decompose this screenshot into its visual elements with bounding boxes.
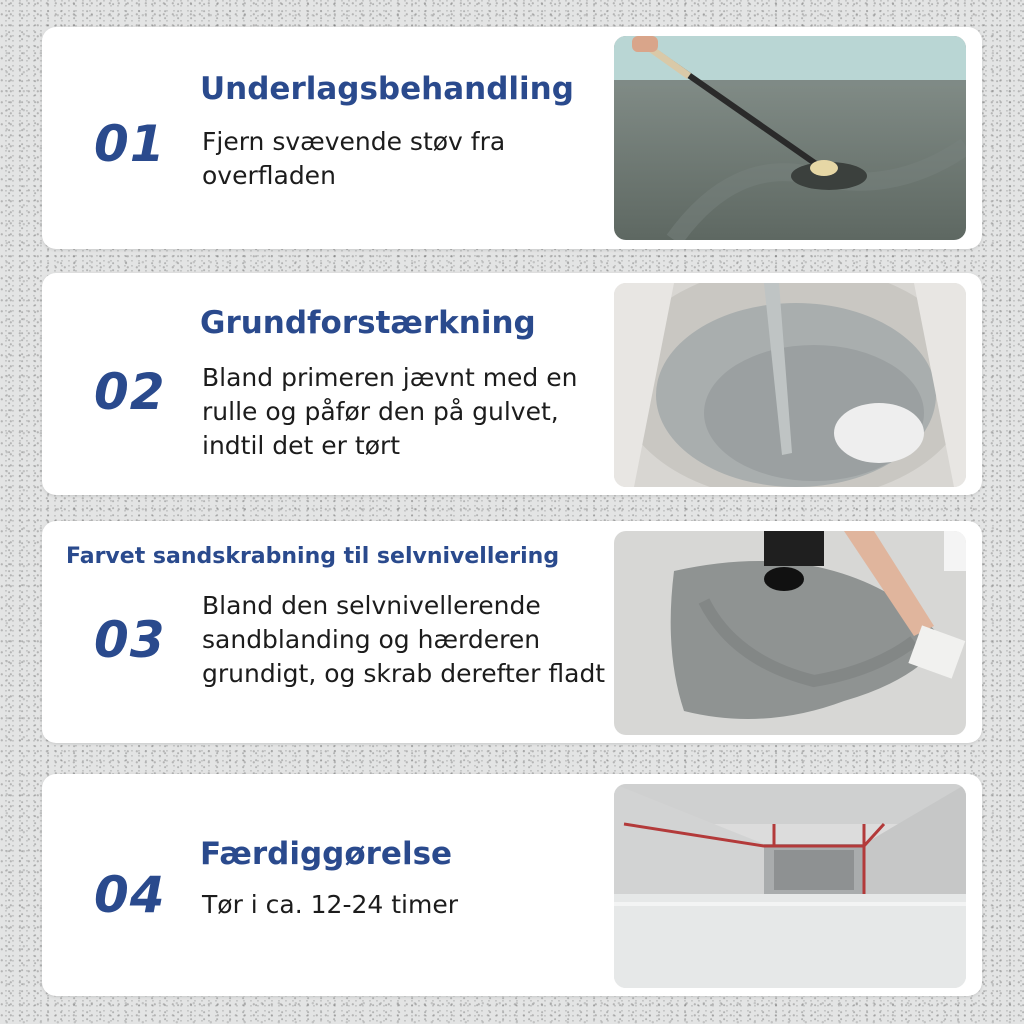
step-number: 03 bbox=[94, 611, 166, 669]
step-card-4 bbox=[42, 774, 982, 996]
step-card-1 bbox=[42, 27, 982, 249]
step-description: Tør i ca. 12-24 timer bbox=[202, 890, 458, 919]
mopping-floor-photo bbox=[614, 36, 966, 240]
finished-garage-floor-photo bbox=[614, 784, 966, 988]
step-card-2 bbox=[42, 273, 982, 495]
step-title: Farvet sandskrabning til selvnivellering bbox=[66, 544, 560, 569]
step-number: 01 bbox=[94, 115, 166, 173]
step-description: Bland primeren jævnt med en rulle og påfør den på gulvet, indtil det er tørt bbox=[202, 363, 578, 460]
step-description: Fjern svævende støv fra overfladen bbox=[202, 127, 506, 190]
step-title: Underlagsbehandling bbox=[200, 71, 574, 107]
step-description: Bland den selvnivellerende sandblanding og hærderen grundigt, og skrab derefter fladt bbox=[202, 591, 606, 688]
step-card-3 bbox=[42, 521, 982, 743]
scraping-floor-photo bbox=[614, 531, 966, 735]
step-title: Færdiggørelse bbox=[200, 836, 453, 872]
step-number: 02 bbox=[94, 363, 166, 421]
step-title: Grundforstærkning bbox=[200, 305, 536, 341]
primer-bucket-photo bbox=[614, 283, 966, 487]
step-number: 04 bbox=[94, 866, 166, 924]
